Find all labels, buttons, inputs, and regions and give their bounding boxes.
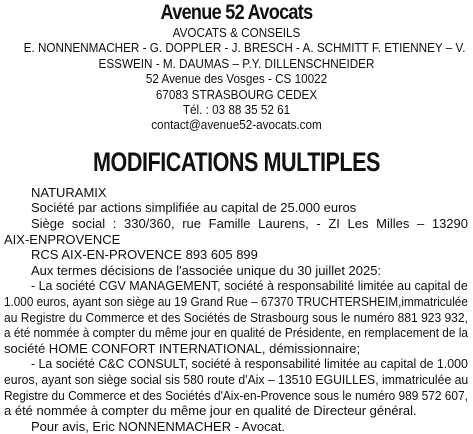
address-line-2: 67083 STRASBOURG CEDEX	[155, 86, 318, 102]
phone-number: Tél. : 03 88 35 52 61	[182, 102, 291, 118]
company-name: NATURAMIX	[31, 184, 107, 200]
registered-office-line-1: Siège social : 330/360, rue Famille Laurens, - ZI Les Milles – 13290	[31, 216, 468, 232]
paragraph-1-line-3: au Registre du Commerce et des Sociétés de Strasbourg sous le numéro 881 923 932,	[4, 309, 468, 325]
partners-line-1: E. NONNENMACHER - G. DOPPLER - J. BRESCH - A. SCHMITT F. ETIENNEY – V.	[23, 40, 466, 56]
paragraph-1-line-5: société HOME CONFORT INTERNATIONAL, démissionnaire;	[4, 340, 361, 356]
email-address: contact@avenue52-avocats.com	[151, 117, 322, 133]
paragraph-1-line-4: a été nommée à compter du même jour en qualité de Présidente, en remplacement de la	[4, 325, 468, 341]
signature-line: Pour avis, Eric NONNENMACHER - Avocat.	[31, 418, 286, 434]
company-legal-form: Société par actions simplifiée au capital de 25.000 euros	[31, 200, 357, 216]
law-firm-header	[0, 0, 473, 133]
paragraph-2-line-3: Registre du Commerce et des Sociétés d'Aix-en-Provence sous le numéro 989 572 607,	[4, 387, 468, 403]
firm-name: Avenue 52 Avocats	[160, 1, 313, 24]
partners-line-2: ESSWEIN - M. DAUMAS – P.Y. DILLENSCHNEIDER	[98, 55, 375, 71]
paragraph-1-line-1: - La société CGV MANAGEMENT, société à responsabilité limitée au capital de	[31, 278, 468, 294]
paragraph-2-line-4: a été nommée à compter du même jour en qualité de Directeur général.	[4, 403, 417, 419]
address-line-1: 52 Avenue des Vosges - CS 10022	[145, 71, 328, 87]
paragraph-2-line-1: - La société C&C CONSULT, société à responsabilité limitée au capital de 1.000	[31, 356, 468, 372]
notice-title: MODIFICATIONS MULTIPLES	[93, 146, 380, 177]
rcs-number: RCS AIX-EN-PROVENCE 893 605 899	[31, 247, 258, 263]
registered-office-line-2: AIX-ENPROVENCE	[4, 231, 121, 247]
paragraph-2-line-2: euros, ayant son siège social sis 580 route d'Aix – 13510 EGUILLES, immatriculée au	[4, 371, 469, 387]
paragraph-1-line-2: 1.000 euros, ayant son siège au 19 Grand Rue – 67370 TRUCHTERSHEIM,immatriculée	[4, 294, 468, 309]
notice-body	[0, 185, 473, 434]
decision-intro: Aux termes décisions de l'associée unique du 30 juillet 2025:	[31, 262, 382, 278]
firm-subtitle: AVOCATS & CONSEILS	[172, 25, 301, 40]
